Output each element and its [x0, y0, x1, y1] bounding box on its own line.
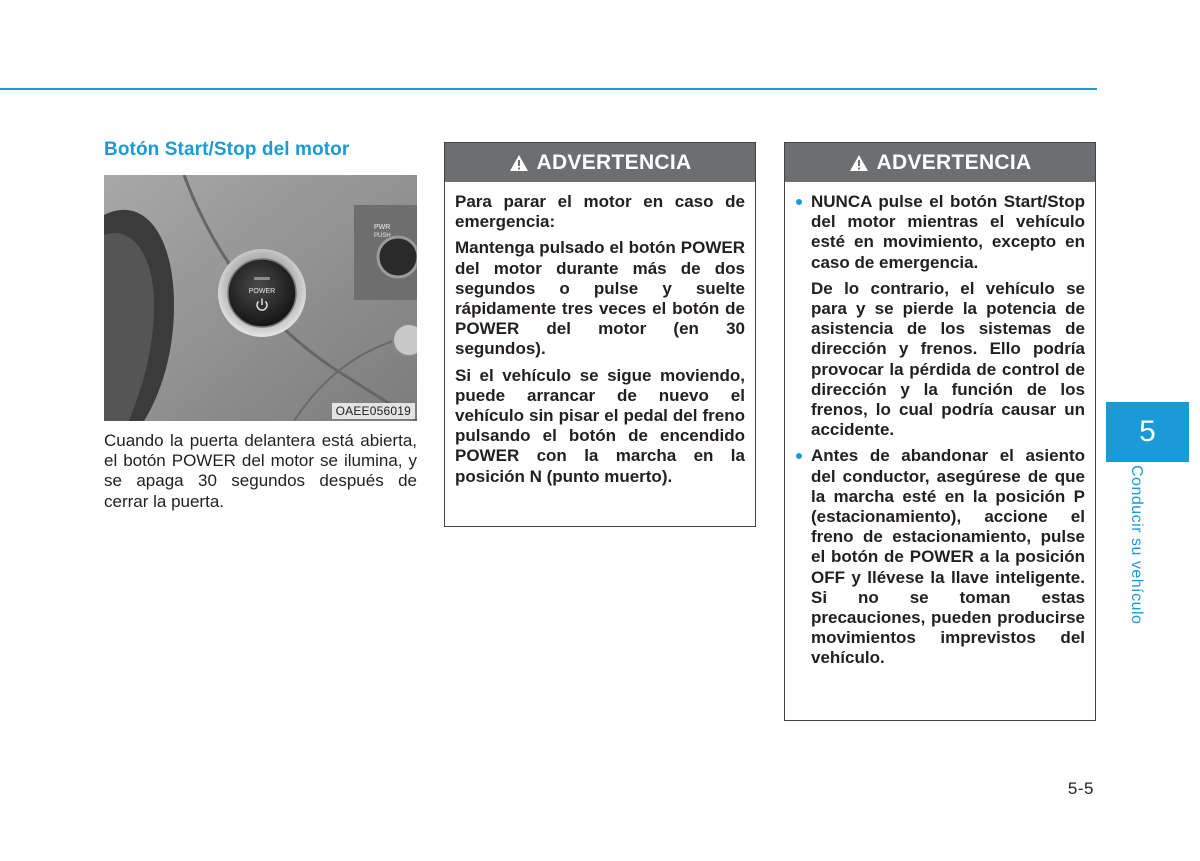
- warning-box-driving: [784, 142, 1096, 721]
- side-button-label-1: PWR: [374, 224, 391, 231]
- section-title: Botón Start/Stop del motor: [104, 139, 350, 160]
- side-button-label-2: PUSH: [374, 233, 391, 239]
- intro-paragraph: Cuando la puerta delantera está abierta, el botón POWER del motor se ilumina, y se apaga 30 segundos después de cerrar la puerta.: [104, 431, 417, 511]
- bullet-icon: [796, 199, 802, 205]
- warning-title: ADVERTENCIA: [876, 150, 1032, 174]
- list-item-subtext: De lo contrario, el vehículo se para y se pierde la potencia de asistencia de los sistemas de dirección y frenos. Ello podría provocar la pérdida de control de dirección y la función de los frenos, lo cual podría causar un accidente.: [811, 278, 1085, 440]
- top-rule: [0, 88, 1097, 90]
- warning-list: [795, 192, 1085, 669]
- warning-paragraph: Si el vehículo se sigue moviendo, puede arrancar de nuevo el vehículo sin pisar el pedal del freno pulsando el botón de encendido POWER con la marcha en la posición N (punto muerto).: [455, 365, 745, 486]
- warning-body: [785, 182, 1095, 669]
- chapter-label-text: Conducir su vehículo: [1128, 465, 1145, 625]
- list-item-text: Antes de abandonar el asiento del conductor, asegúrese de que la marcha esté en la posición P (estacionamiento), accione el freno de estacionamiento, pulse el botón de POWER a la posición OFF y llévese la llave inteligente. Si no se toman estas precauciones, pueden producirse movimientos imprevistos del vehículo.: [811, 446, 1085, 668]
- dashboard-illustration: [104, 175, 417, 421]
- chapter-label: [1124, 465, 1148, 630]
- warning-title: ADVERTENCIA: [536, 150, 692, 174]
- image-code: OAEE056019: [332, 403, 415, 419]
- power-button-label: POWER: [248, 288, 276, 295]
- chapter-number-tab: 5: [1106, 402, 1189, 462]
- warning-box-emergency: [444, 142, 756, 527]
- warning-paragraph: Para parar el motor en caso de emergencia:: [455, 192, 745, 232]
- list-item: [795, 446, 1085, 668]
- warning-triangle-icon: [509, 154, 529, 172]
- warning-header: [785, 143, 1095, 182]
- warning-paragraph: Mantenga pulsado el botón POWER del motor durante más de dos segundos o pulse y suelte rápidamente tres veces el botón de POWER del motor (en 30 segundos).: [455, 238, 745, 359]
- warning-triangle-icon: [849, 154, 869, 172]
- warning-header: [445, 143, 755, 182]
- list-item-text: NUNCA pulse el botón Start/Stop del motor mientras el vehículo esté en movimiento, excepto en caso de emergencia.: [811, 192, 1085, 272]
- warning-body: [445, 182, 755, 487]
- page-number: 5-5: [1067, 779, 1094, 798]
- bullet-icon: [796, 453, 802, 459]
- list-item: [795, 192, 1085, 440]
- power-button-photo: [104, 175, 417, 421]
